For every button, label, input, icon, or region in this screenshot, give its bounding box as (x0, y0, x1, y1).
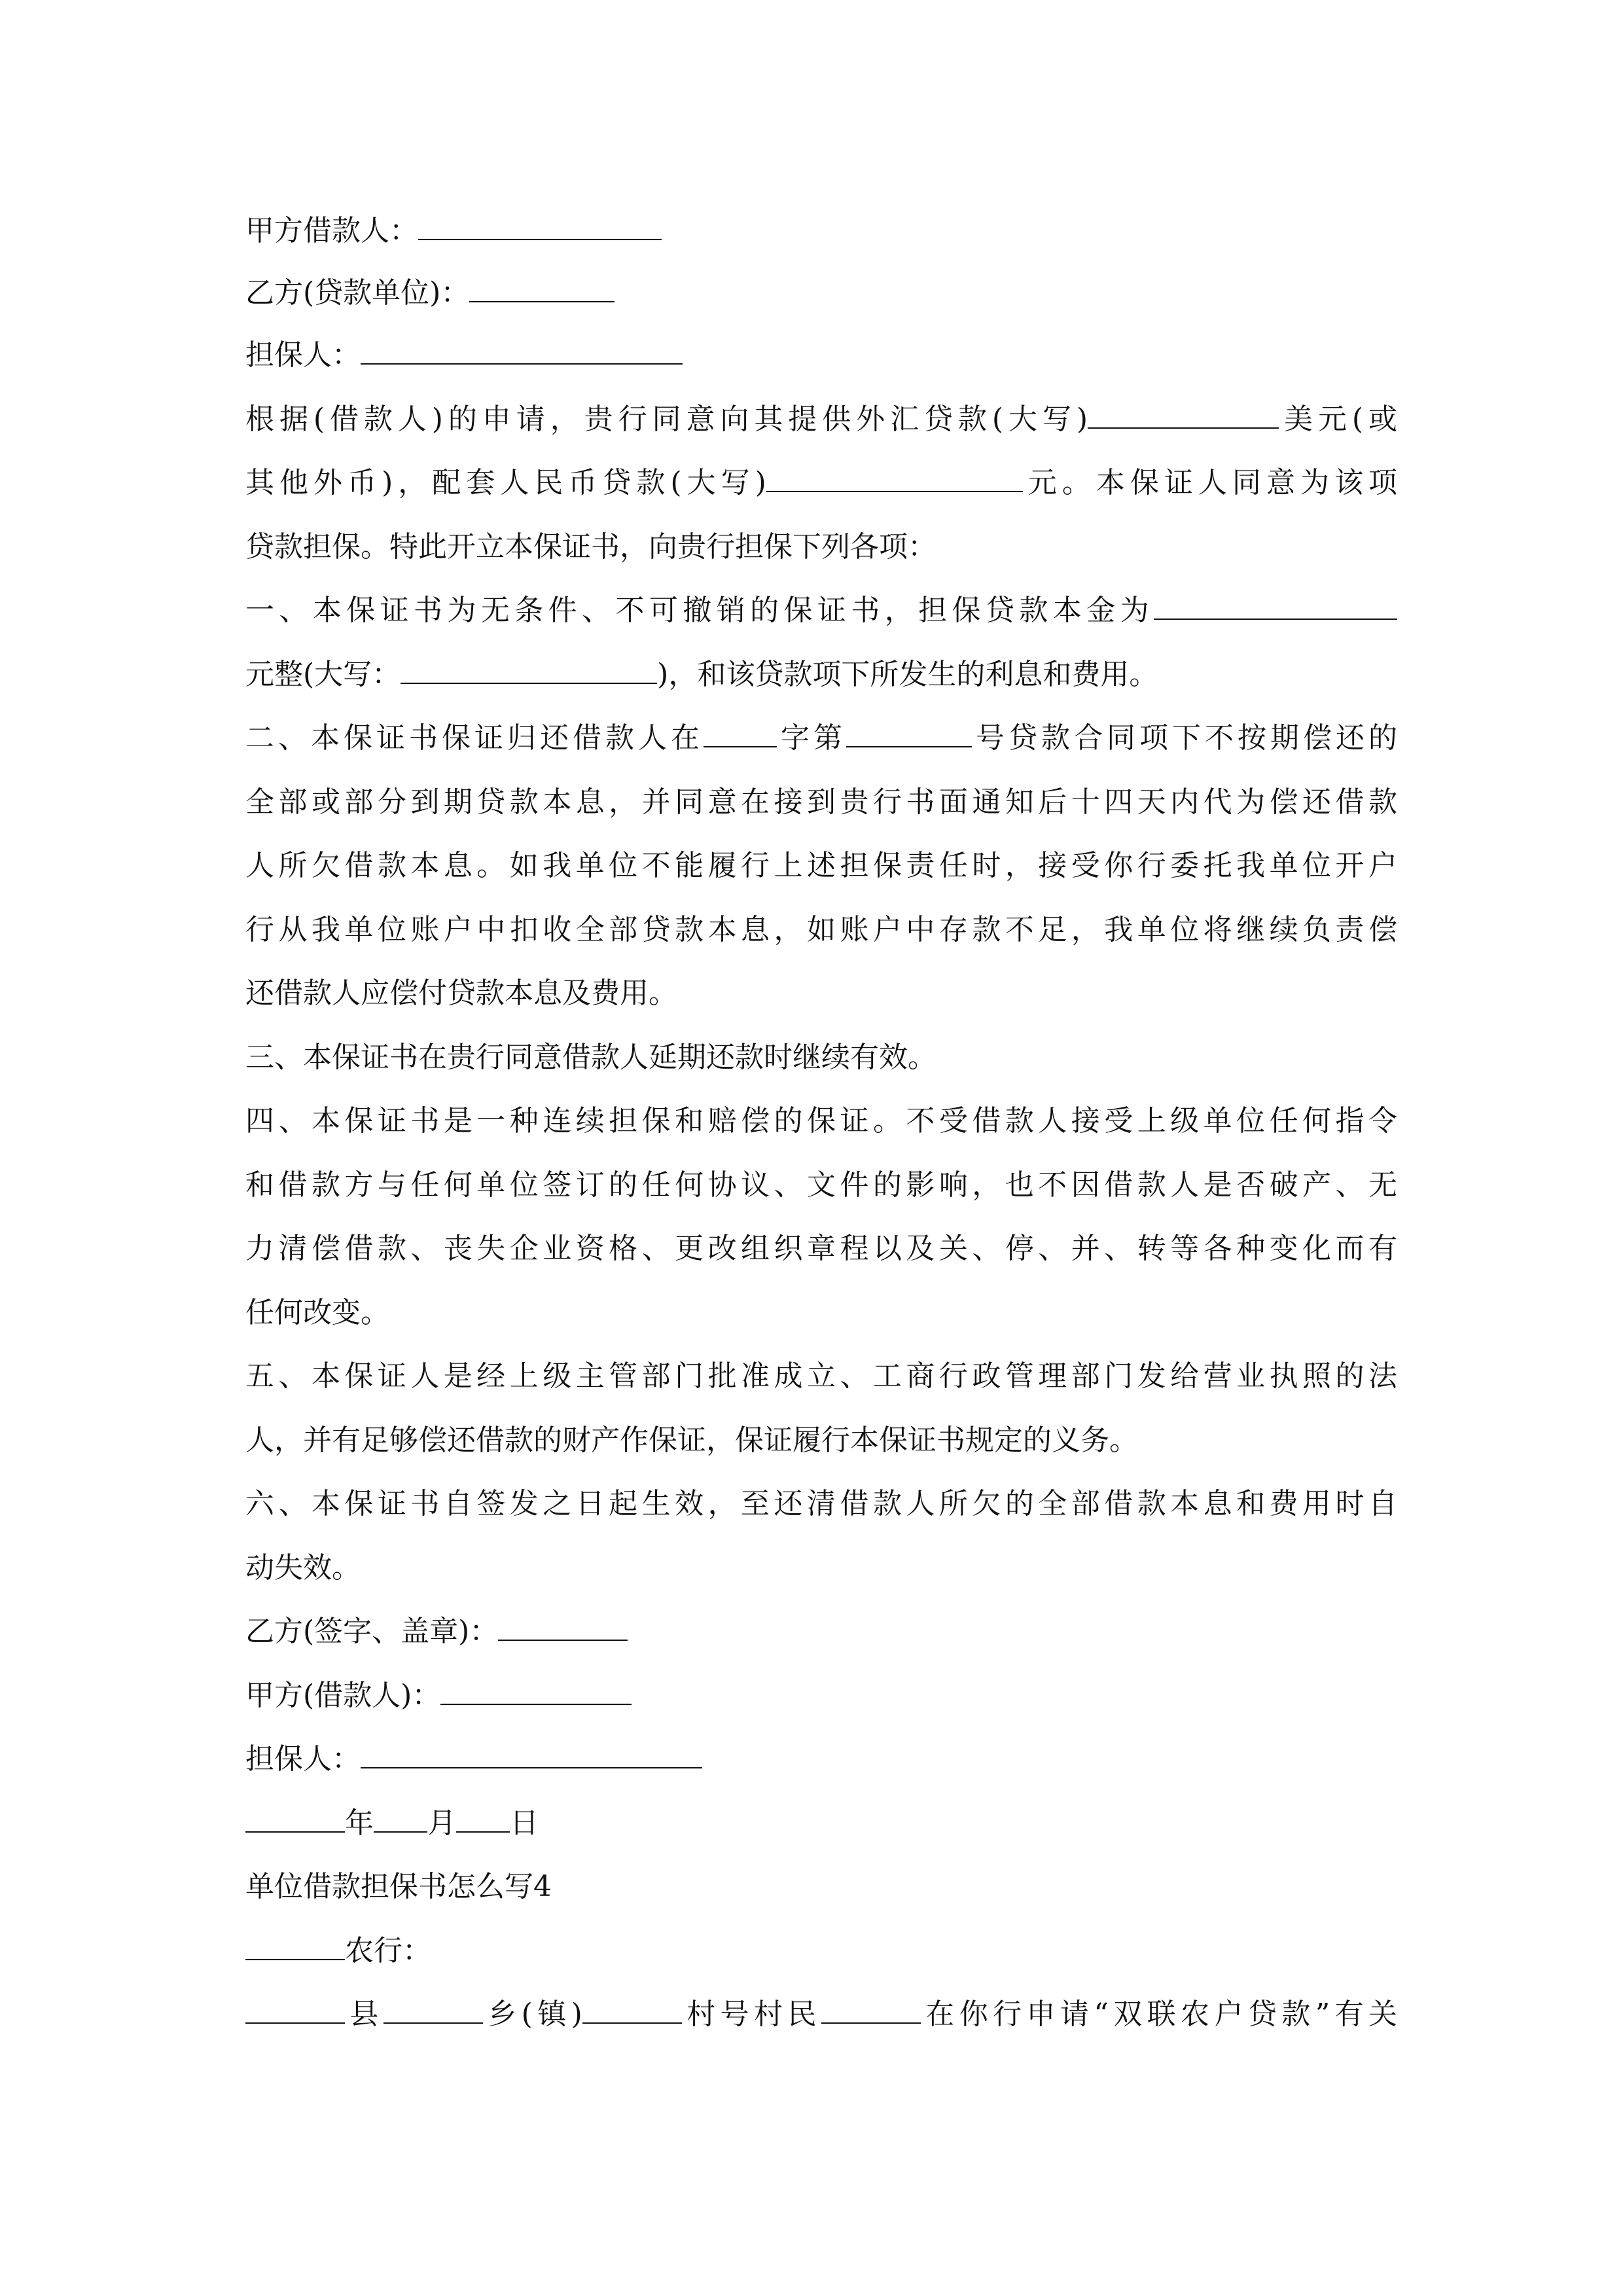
party-b-signature-label: 乙方(签字、盖章)： (245, 1615, 499, 1648)
principal-uppercase-blank[interactable] (401, 656, 657, 684)
foreign-loan-amount-blank[interactable] (1088, 401, 1279, 429)
clause-text: 人，并有足够偿还借款的财产作保证，保证履行本保证书规定的义务。 (245, 1424, 1138, 1457)
party-b-label: 乙方(贷款单位)： (245, 276, 470, 310)
party-b-signature-blank[interactable] (498, 1613, 628, 1641)
county-blank[interactable] (245, 1996, 345, 2024)
clause-text: 三、本保证书在贵行同意借款人延期还款时继续有效。 (245, 1041, 936, 1074)
date-line (245, 1804, 1397, 1843)
month-label: 月 (427, 1806, 456, 1840)
party-a-borrower-line (245, 211, 1397, 251)
guarantor-blank[interactable] (361, 337, 683, 365)
clause-5-line-2 (245, 1421, 1397, 1460)
clause-text: 行从我单位账户中扣收全部贷款本息，如账户中存款不足，我单位将继续负责偿 (245, 913, 1397, 946)
intro-text: 美元(或 (1279, 403, 1397, 436)
contract-prefix-blank[interactable] (704, 720, 777, 747)
party-b-signature-line (245, 1612, 1397, 1651)
principal-amount-blank[interactable] (1154, 592, 1397, 620)
party-a-blank[interactable] (418, 213, 662, 240)
clause-text: 号贷款合同项下不按期偿还的 (972, 721, 1397, 755)
intro-text: 贷款担保。特此开立本保证书，向贵行担保下列各项： (245, 530, 936, 564)
day-blank[interactable] (456, 1805, 510, 1833)
contract-number-blank[interactable] (846, 720, 972, 747)
party-a-label: 甲方借款人： (245, 214, 418, 247)
guarantor-signature-label: 担保人： (245, 1742, 361, 1776)
bank-name-blank[interactable] (245, 1933, 345, 1960)
intro-line-1 (245, 400, 1397, 439)
clause-text: 力清偿借款、丧失企业资格、更改组织章程以及关、停、并、转等各种变化而有 (245, 1232, 1397, 1265)
intro-line-2 (245, 463, 1397, 503)
day-label: 日 (510, 1806, 539, 1840)
intro-line-3 (245, 528, 1397, 567)
clause-4-line-3 (245, 1229, 1397, 1268)
year-label: 年 (345, 1806, 374, 1840)
party-a-signature-label: 甲方(借款人)： (245, 1679, 441, 1712)
party-a-signature-blank[interactable] (440, 1677, 632, 1705)
clause-text: 一、本保证书为无条件、不可撤销的保证书，担保贷款本金为 (245, 594, 1154, 627)
clause-4-line-4 (245, 1293, 1397, 1333)
clause-2-line-2 (245, 783, 1397, 822)
clause-text: 人所欠借款本息。如我单位不能履行上述担保责任时，接受你行委托我单位开户 (245, 849, 1397, 882)
month-blank[interactable] (374, 1805, 427, 1833)
clause-5-line-1 (245, 1357, 1397, 1396)
clause-1-line-2 (245, 655, 1397, 694)
clause-text: 和借款方与任何单位签订的任何协议、文件的影响，也不因借款人是否破产、无 (245, 1168, 1397, 1202)
clause-2-line-5 (245, 974, 1397, 1013)
clause-4-line-2 (245, 1166, 1397, 1205)
intro-text: 其他外币)，配套人民币贷款(大写) (245, 466, 766, 499)
clause-4-line-1 (245, 1102, 1397, 1141)
clause-text: 六、本保证书自签发之日起生效，至还清借款人所欠的全部借款本息和费用时自 (245, 1487, 1397, 1520)
villager-name-blank[interactable] (821, 1996, 921, 2024)
guarantor-line (245, 336, 1397, 375)
clause-6-line-2 (245, 1549, 1397, 1588)
guarantor-signature-line (245, 1740, 1397, 1779)
bank-salutation-line (245, 1931, 1397, 1971)
rmb-loan-amount-blank[interactable] (766, 465, 1023, 492)
section-title-text: 单位借款担保书怎么写4 (245, 1870, 552, 1903)
year-blank[interactable] (245, 1805, 345, 1833)
clause-2-line-1 (245, 719, 1397, 758)
clause-text: )，和该贷款项下所发生的利息和费用。 (657, 658, 1158, 691)
clause-1-line-1 (245, 591, 1397, 630)
clause-2-line-3 (245, 846, 1397, 886)
guarantor-signature-blank[interactable] (361, 1741, 702, 1768)
intro-text: 根据(借款人)的申请，贵行同意向其提供外汇贷款(大写) (245, 403, 1088, 436)
county-label: 县 (345, 1998, 383, 2031)
clause-text: 五、本保证人是经上级主管部门批准成立、工商行政管理部门发给营业执照的法 (245, 1359, 1397, 1393)
clause-2-line-4 (245, 910, 1397, 950)
party-a-signature-line (245, 1676, 1397, 1715)
village-label: 村号村民 (681, 1998, 821, 2031)
guarantor-label: 担保人： (245, 338, 361, 372)
clause-text: 字第 (777, 721, 846, 755)
intro-text: 元。本保证人同意为该项 (1022, 466, 1397, 499)
party-b-blank[interactable] (469, 275, 615, 302)
clause-text: 全部或部分到期贷款本息，并同意在接到贵行书面通知后十四天内代为偿还借款 (245, 785, 1397, 819)
party-b-lender-line (245, 274, 1397, 313)
clause-text: 元整(大写： (245, 658, 401, 691)
section-title (245, 1867, 1397, 1907)
township-blank[interactable] (383, 1996, 483, 2024)
township-label: 乡(镇) (482, 1998, 582, 2031)
bank-salutation-text: 农行： (345, 1934, 431, 1967)
village-blank[interactable] (582, 1996, 682, 2024)
applicant-address-line (245, 1995, 1397, 2034)
clause-3-line-1 (245, 1038, 1397, 1077)
clause-text: 任何改变。 (245, 1296, 389, 1329)
clause-text: 动失效。 (245, 1551, 361, 1585)
clause-text: 二、本保证书保证归还借款人在 (245, 721, 704, 755)
clause-text: 还借款人应偿付贷款本息及费用。 (245, 977, 677, 1010)
application-text: 在你行申请“双联农户贷款”有关 (920, 1998, 1397, 2031)
clause-6-line-1 (245, 1484, 1397, 1524)
clause-text: 四、本保证书是一种连续担保和赔偿的保证。不受借款人接受上级单位任何指令 (245, 1104, 1397, 1138)
